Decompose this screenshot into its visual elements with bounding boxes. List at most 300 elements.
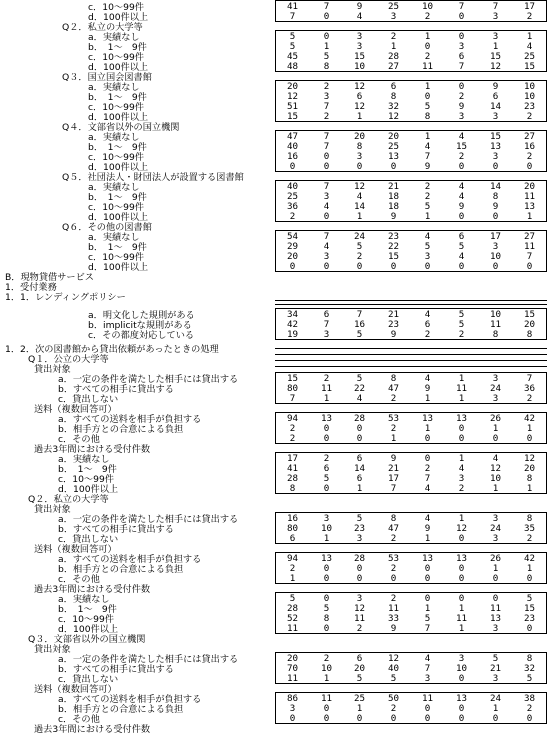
value-column xyxy=(445,513,478,543)
value-column xyxy=(276,413,309,443)
table-cell: 7 xyxy=(323,141,330,152)
table-cell: 3 xyxy=(458,111,465,122)
table-cell: 0 xyxy=(323,573,330,584)
table-cell: 20 xyxy=(523,181,536,192)
value-column xyxy=(276,309,309,339)
table-cell: 3 xyxy=(356,151,363,162)
table-cell: 0 xyxy=(458,593,465,604)
value-column xyxy=(445,231,478,271)
value-table xyxy=(275,0,547,22)
value-column xyxy=(479,653,512,683)
row-label: b．相手方との合意による負担 xyxy=(58,564,184,575)
table-cell: 0 xyxy=(458,261,465,272)
value-table xyxy=(275,692,547,724)
value-column xyxy=(411,131,444,171)
table-cell: 3 xyxy=(458,653,465,664)
value-column xyxy=(445,653,478,683)
value-column xyxy=(377,513,410,543)
table-cell: 2 xyxy=(390,31,397,42)
value-column xyxy=(310,513,343,543)
table-cell: 11 xyxy=(523,191,536,202)
table-cell: 11 xyxy=(523,241,536,252)
table-cell: 7 xyxy=(323,1,330,12)
table-cell: 15 xyxy=(387,251,400,262)
table-cell: 18 xyxy=(387,201,400,212)
table-cell: 0 xyxy=(526,261,533,272)
table-cell: 1 xyxy=(458,603,465,614)
table-cell: 8 xyxy=(390,513,397,524)
table-cell: 2 xyxy=(356,623,363,634)
row-label: c．その他 xyxy=(58,714,100,725)
table-cell: 0 xyxy=(356,423,363,434)
table-cell: 13 xyxy=(320,413,333,424)
table-cell: 2 xyxy=(526,151,533,162)
table-cell: 48 xyxy=(286,61,299,72)
table-cell: 3 xyxy=(356,31,363,42)
table-cell: 0 xyxy=(323,483,330,494)
table-cell: 8 xyxy=(526,653,533,664)
table-cell: 21 xyxy=(489,663,502,674)
value-column xyxy=(445,693,478,723)
table-cell: 1 xyxy=(492,563,499,574)
table-cell: 2 xyxy=(323,81,330,92)
table-cell: 6 xyxy=(492,91,499,102)
table-cell: 0 xyxy=(424,453,431,464)
table-cell: 1 xyxy=(424,31,431,42)
table-cell: 13 xyxy=(489,613,502,624)
value-column xyxy=(343,81,376,121)
table-cell: 3 xyxy=(424,251,431,262)
row-label: c．貸出しない xyxy=(58,534,119,545)
table-cell: 35 xyxy=(523,523,536,534)
row-label: 過去3年間における受付件数 xyxy=(34,444,151,455)
table-cell: 0 xyxy=(458,161,465,172)
row-label: c．10～99件 xyxy=(58,474,114,485)
table-cell: 5 xyxy=(458,319,465,330)
table-cell: 4 xyxy=(458,191,465,202)
table-cell: 21 xyxy=(387,309,400,320)
table-cell: 0 xyxy=(526,713,533,724)
row-label: Q２．私立の大学等 xyxy=(28,494,109,505)
table-cell: 0 xyxy=(323,593,330,604)
table-cell: 12 xyxy=(353,81,366,92)
table-cell: 41 xyxy=(286,463,299,474)
table-cell: 27 xyxy=(387,61,400,72)
value-column xyxy=(479,413,512,443)
row-label: b． 1～ 9件 xyxy=(88,92,147,103)
table-cell: 4 xyxy=(458,463,465,474)
value-table xyxy=(275,652,547,684)
table-cell: 4 xyxy=(424,231,431,242)
row-label: b．相手方との合意による負担 xyxy=(58,424,184,435)
table-cell: 0 xyxy=(458,423,465,434)
value-column xyxy=(310,373,343,403)
value-column xyxy=(310,653,343,683)
table-cell: 2 xyxy=(323,111,330,122)
table-cell: 8 xyxy=(492,329,499,340)
value-column xyxy=(276,81,309,121)
table-cell: 13 xyxy=(421,553,434,564)
table-cell: 8 xyxy=(356,141,363,152)
table-cell: 0 xyxy=(458,713,465,724)
table-cell: 2 xyxy=(526,533,533,544)
row-label: a．実績なし xyxy=(88,82,140,93)
value-column xyxy=(310,31,343,71)
row-label: c．10～99件 xyxy=(88,252,144,263)
table-separator xyxy=(275,354,547,355)
table-cell: 0 xyxy=(458,573,465,584)
value-column xyxy=(411,553,444,583)
value-column xyxy=(513,1,546,21)
table-cell: 2 xyxy=(458,483,465,494)
table-cell: 2 xyxy=(390,393,397,404)
table-cell: 17 xyxy=(387,473,400,484)
table-cell: 0 xyxy=(458,31,465,42)
value-column xyxy=(377,1,410,21)
table-cell: 13 xyxy=(387,151,400,162)
table-cell: 6 xyxy=(289,533,296,544)
table-cell: 3 xyxy=(492,533,499,544)
table-cell: 20 xyxy=(286,251,299,262)
table-cell: 12 xyxy=(523,453,536,464)
row-label: a．すべての送料を相手が負担する xyxy=(58,414,202,425)
table-cell: 0 xyxy=(492,161,499,172)
value-column xyxy=(276,1,309,21)
table-cell: 11 xyxy=(489,319,502,330)
table-cell: 53 xyxy=(387,413,400,424)
table-cell: 7 xyxy=(323,231,330,242)
table-cell: 0 xyxy=(424,41,431,52)
table-cell: 0 xyxy=(289,161,296,172)
row-label: d．100件以上 xyxy=(88,262,149,273)
row-label: a．実績なし xyxy=(88,132,140,143)
row-label: d．100件以上 xyxy=(88,212,149,223)
table-cell: 6 xyxy=(458,231,465,242)
table-cell: 2 xyxy=(390,423,397,434)
table-cell: 1 xyxy=(424,533,431,544)
table-cell: 2 xyxy=(390,593,397,604)
table-cell: 20 xyxy=(353,663,366,674)
table-cell: 5 xyxy=(458,241,465,252)
table-cell: 5 xyxy=(323,473,330,484)
value-column xyxy=(310,131,343,171)
value-table xyxy=(275,130,547,172)
value-column xyxy=(310,81,343,121)
row-label: c．その他 xyxy=(58,574,100,585)
value-table xyxy=(275,412,547,444)
table-cell: 50 xyxy=(387,693,400,704)
table-cell: 1 xyxy=(356,211,363,222)
value-column xyxy=(377,453,410,493)
table-cell: 0 xyxy=(526,161,533,172)
table-cell: 0 xyxy=(424,713,431,724)
table-cell: 34 xyxy=(286,309,299,320)
table-cell: 52 xyxy=(286,613,299,624)
table-cell: 5 xyxy=(356,241,363,252)
table-cell: 20 xyxy=(353,131,366,142)
table-cell: 32 xyxy=(523,663,536,674)
table-cell: 20 xyxy=(387,131,400,142)
table-cell: 0 xyxy=(390,161,397,172)
table-cell: 16 xyxy=(286,151,299,162)
table-cell: 3 xyxy=(289,703,296,714)
row-label: d．100件以上 xyxy=(88,12,149,23)
table-cell: 11 xyxy=(286,673,299,684)
table-cell: 13 xyxy=(455,553,468,564)
table-cell: 14 xyxy=(489,181,502,192)
value-column xyxy=(276,231,309,271)
row-label: 過去3年間における受付件数 xyxy=(34,584,151,595)
value-column xyxy=(445,453,478,493)
table-cell: 6 xyxy=(458,51,465,62)
value-column xyxy=(479,553,512,583)
table-cell: 7 xyxy=(492,1,499,12)
table-cell: 3 xyxy=(323,513,330,524)
table-separator xyxy=(275,304,547,305)
value-column xyxy=(411,81,444,121)
table-cell: 14 xyxy=(489,101,502,112)
table-cell: 3 xyxy=(323,191,330,202)
value-column xyxy=(343,593,376,633)
table-cell: 5 xyxy=(424,201,431,212)
value-column xyxy=(445,31,478,71)
table-cell: 0 xyxy=(323,211,330,222)
table-cell: 1 xyxy=(526,563,533,574)
row-label: b． 1～ 9件 xyxy=(88,242,147,253)
table-cell: 3 xyxy=(492,673,499,684)
table-cell: 9 xyxy=(390,329,397,340)
table-cell: 1 xyxy=(356,483,363,494)
value-column xyxy=(276,693,309,723)
table-cell: 9 xyxy=(492,201,499,212)
table-cell: 53 xyxy=(387,553,400,564)
table-cell: 10 xyxy=(353,61,366,72)
table-cell: 0 xyxy=(492,593,499,604)
table-cell: 8 xyxy=(390,91,397,102)
row-label: a．実績なし xyxy=(58,454,110,465)
table-cell: 12 xyxy=(387,653,400,664)
table-cell: 1 xyxy=(492,703,499,714)
table-cell: 1 xyxy=(424,423,431,434)
table-cell: 16 xyxy=(523,141,536,152)
table-cell: 1 xyxy=(526,483,533,494)
row-label: b．すべての相手に貸出する xyxy=(58,524,174,535)
table-cell: 42 xyxy=(523,553,536,564)
value-column xyxy=(343,553,376,583)
table-cell: 4 xyxy=(323,201,330,212)
table-cell: 2 xyxy=(424,191,431,202)
table-cell: 4 xyxy=(424,309,431,320)
table-cell: 0 xyxy=(424,573,431,584)
table-cell: 7 xyxy=(323,181,330,192)
table-cell: 8 xyxy=(526,473,533,484)
value-column xyxy=(479,1,512,21)
value-column xyxy=(411,31,444,71)
table-cell: 6 xyxy=(390,81,397,92)
row-label: c．10～99件 xyxy=(58,614,114,625)
table-cell: 15 xyxy=(523,61,536,72)
row-label: 貸出対象 xyxy=(34,504,71,515)
value-column xyxy=(411,653,444,683)
table-cell: 19 xyxy=(286,329,299,340)
table-separator xyxy=(275,360,547,361)
value-column xyxy=(343,181,376,221)
table-cell: 15 xyxy=(489,51,502,62)
table-cell: 2 xyxy=(323,373,330,384)
table-cell: 2 xyxy=(526,393,533,404)
value-column xyxy=(276,453,309,493)
table-cell: 7 xyxy=(424,473,431,484)
table-cell: 5 xyxy=(356,513,363,524)
table-cell: 0 xyxy=(526,623,533,634)
table-cell: 41 xyxy=(286,1,299,12)
table-cell: 11 xyxy=(320,693,333,704)
table-cell: 25 xyxy=(353,693,366,704)
table-cell: 1 xyxy=(492,483,499,494)
table-cell: 17 xyxy=(286,453,299,464)
row-label: 送料（複数回答可） xyxy=(34,544,117,555)
value-column xyxy=(310,181,343,221)
table-cell: 33 xyxy=(387,613,400,624)
value-column xyxy=(343,1,376,21)
value-column xyxy=(310,553,343,583)
table-cell: 20 xyxy=(286,81,299,92)
table-cell: 11 xyxy=(387,603,400,614)
row-label: c．10～99件 xyxy=(88,152,144,163)
table-cell: 5 xyxy=(356,373,363,384)
value-column xyxy=(276,31,309,71)
table-cell: 28 xyxy=(286,603,299,614)
table-cell: 10 xyxy=(320,523,333,534)
row-label: a．一定の条件を満たした相手には貸出する xyxy=(58,654,239,665)
value-column xyxy=(343,413,376,443)
row-label: b．すべての相手に貸出する xyxy=(58,664,174,675)
row-label: c．貸出しない xyxy=(58,394,119,405)
table-cell: 5 xyxy=(526,593,533,604)
value-column xyxy=(343,31,376,71)
table-cell: 5 xyxy=(289,593,296,604)
table-cell: 14 xyxy=(353,463,366,474)
table-cell: 13 xyxy=(455,413,468,424)
table-cell: 6 xyxy=(356,453,363,464)
row-label: b．相手方との合意による負担 xyxy=(58,704,184,715)
table-cell: 3 xyxy=(356,41,363,52)
row-label: b． 1～ 9件 xyxy=(88,42,147,53)
table-cell: 0 xyxy=(492,713,499,724)
table-cell: 8 xyxy=(390,373,397,384)
table-cell: 0 xyxy=(323,563,330,574)
table-cell: 1 xyxy=(323,533,330,544)
table-cell: 0 xyxy=(289,261,296,272)
table-cell: 4 xyxy=(424,373,431,384)
table-cell: 8 xyxy=(323,61,330,72)
table-cell: 0 xyxy=(424,261,431,272)
table-cell: 5 xyxy=(492,653,499,664)
row-label: 過去3年間における受付件数 xyxy=(34,724,151,735)
table-cell: 0 xyxy=(390,713,397,724)
table-cell: 0 xyxy=(458,563,465,574)
row-label: c．10～99件 xyxy=(88,202,144,213)
table-cell: 6 xyxy=(424,319,431,330)
row-label: Q２．私立の大学等 xyxy=(62,22,143,33)
table-cell: 7 xyxy=(390,483,397,494)
table-cell: 28 xyxy=(387,51,400,62)
value-column xyxy=(479,309,512,339)
table-cell: 4 xyxy=(458,251,465,262)
table-cell: 94 xyxy=(286,413,299,424)
table-cell: 0 xyxy=(289,713,296,724)
value-column xyxy=(310,231,343,271)
table-cell: 9 xyxy=(458,101,465,112)
value-column xyxy=(377,309,410,339)
table-cell: 9 xyxy=(390,453,397,464)
table-cell: 20 xyxy=(523,319,536,330)
row-label: b． 1～ 9件 xyxy=(58,604,117,615)
table-cell: 0 xyxy=(458,211,465,222)
table-cell: 2 xyxy=(289,563,296,574)
value-table xyxy=(275,180,547,222)
table-cell: 2 xyxy=(323,453,330,464)
table-cell: 8 xyxy=(424,111,431,122)
table-cell: 13 xyxy=(320,553,333,564)
table-cell: 11 xyxy=(320,383,333,394)
table-cell: 40 xyxy=(387,663,400,674)
value-column xyxy=(445,373,478,403)
row-label: c．10～99件 xyxy=(88,2,144,13)
value-column xyxy=(377,181,410,221)
value-column xyxy=(479,453,512,493)
row-label: d．100件以上 xyxy=(88,162,149,173)
table-cell: 11 xyxy=(455,383,468,394)
table-cell: 1 xyxy=(424,131,431,142)
table-cell: 9 xyxy=(424,383,431,394)
table-cell: 36 xyxy=(286,201,299,212)
value-column xyxy=(479,181,512,221)
table-cell: 2 xyxy=(289,433,296,444)
row-label: d．100件以上 xyxy=(58,484,119,495)
row-label: a．実績なし xyxy=(58,594,110,605)
table-cell: 7 xyxy=(526,251,533,262)
table-cell: 1 xyxy=(424,603,431,614)
table-cell: 10 xyxy=(455,663,468,674)
table-cell: 12 xyxy=(286,91,299,102)
value-column xyxy=(513,131,546,171)
value-column xyxy=(343,131,376,171)
value-column xyxy=(513,413,546,443)
table-cell: 0 xyxy=(356,261,363,272)
value-column xyxy=(445,593,478,633)
table-cell: 4 xyxy=(424,141,431,152)
table-cell: 0 xyxy=(458,673,465,684)
table-cell: 1 xyxy=(289,573,296,584)
table-cell: 13 xyxy=(523,201,536,212)
table-cell: 8 xyxy=(526,329,533,340)
row-label: Q３．国立国会図書館 xyxy=(62,72,152,83)
table-cell: 20 xyxy=(523,463,536,474)
table-cell: 32 xyxy=(387,101,400,112)
table-cell: 7 xyxy=(289,393,296,404)
table-cell: 3 xyxy=(356,593,363,604)
table-cell: 23 xyxy=(387,231,400,242)
value-column xyxy=(276,653,309,683)
value-column xyxy=(513,513,546,543)
table-cell: 10 xyxy=(320,663,333,674)
table-cell: 1 xyxy=(458,623,465,634)
table-cell: 3 xyxy=(458,41,465,52)
table-cell: 2 xyxy=(458,91,465,102)
table-cell: 3 xyxy=(492,373,499,384)
table-cell: 1 xyxy=(356,703,363,714)
